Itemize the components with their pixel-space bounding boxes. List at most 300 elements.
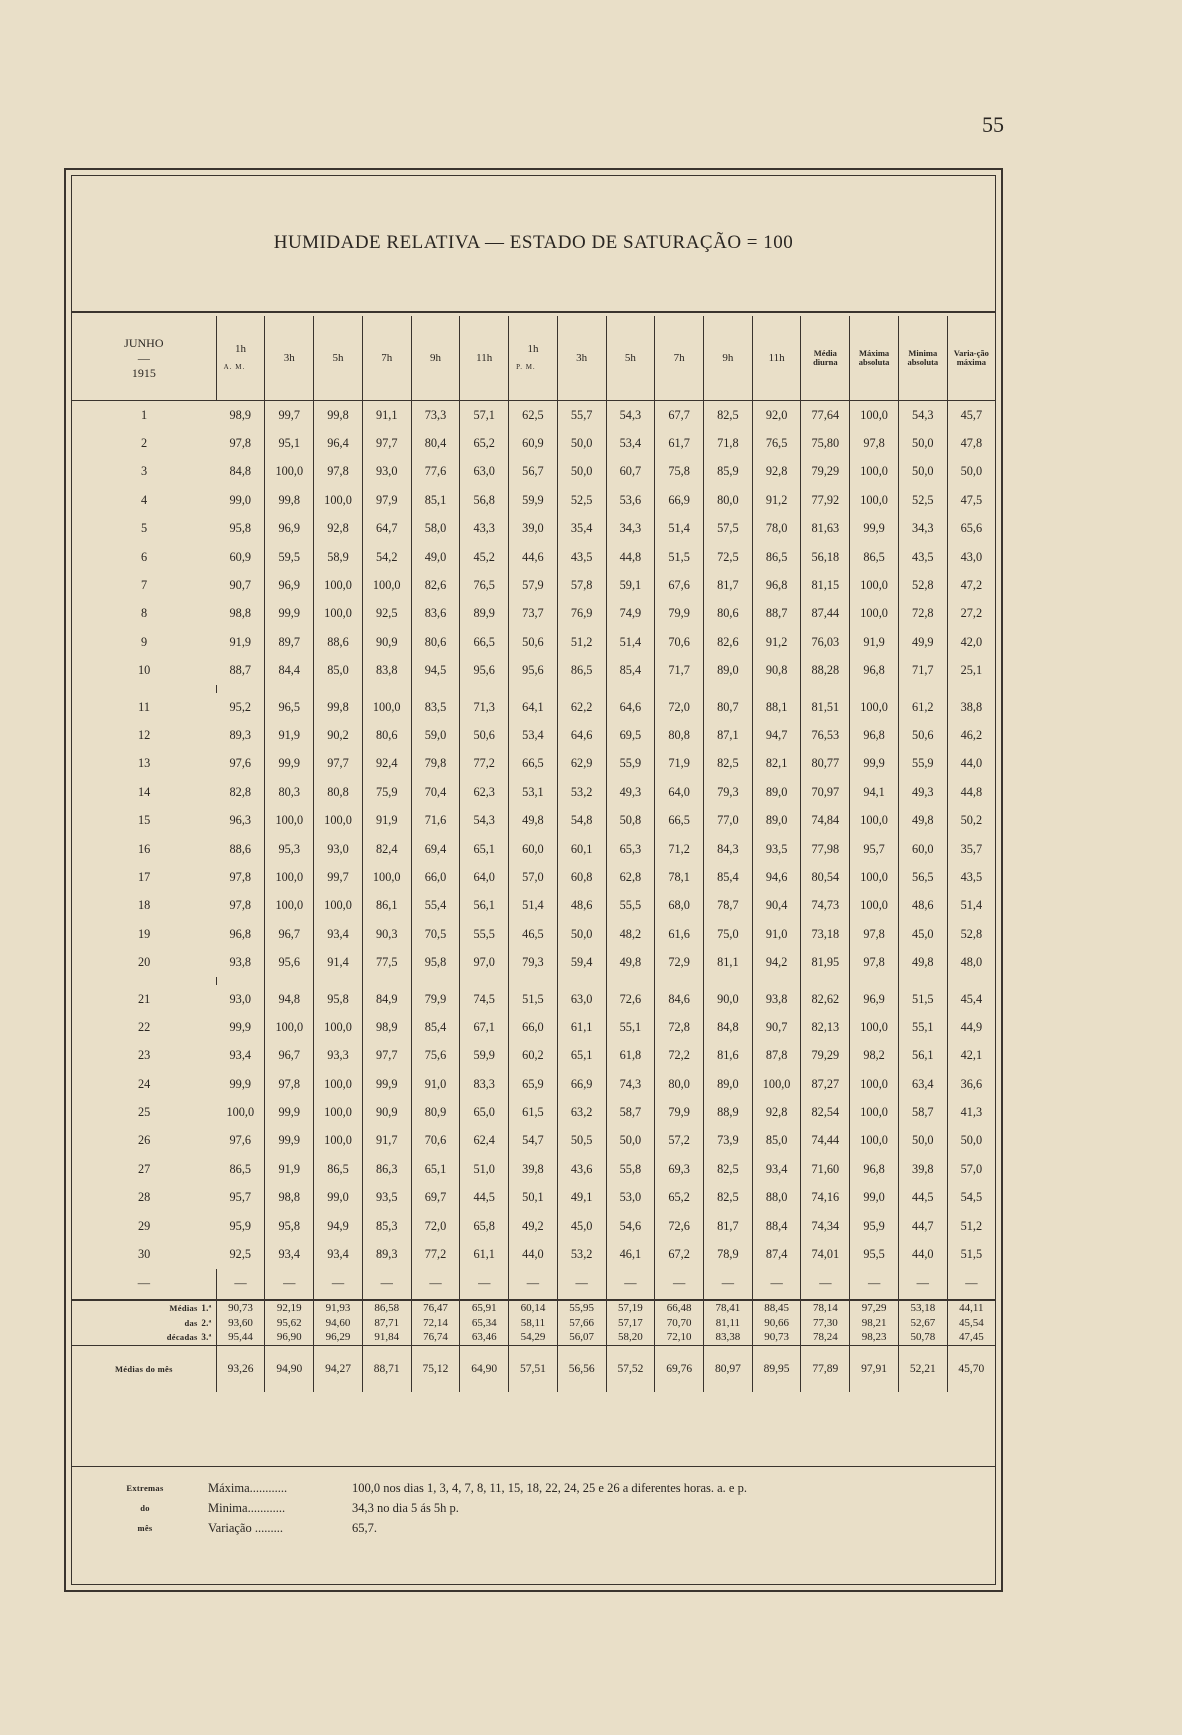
value-cell: 100,0 (850, 486, 899, 514)
value-cell: 76,5 (460, 571, 509, 599)
value-cell: 85,9 (704, 458, 753, 486)
value-cell: 100,0 (752, 1070, 801, 1098)
value-cell: 58,9 (314, 543, 363, 571)
value-cell: 100,0 (314, 1098, 363, 1126)
value-cell: 81,6 (704, 1042, 753, 1070)
value-cell: 63,2 (557, 1098, 606, 1126)
value-cell: 97,7 (362, 429, 411, 457)
value-cell: 65,1 (460, 835, 509, 863)
value-cell: 82,6 (411, 571, 460, 599)
value-cell: 100,0 (850, 458, 899, 486)
value-cell: 100,0 (850, 1070, 899, 1098)
value-cell: 65,9 (509, 1070, 558, 1098)
value-cell: 55,9 (898, 750, 947, 778)
value-cell: 77,98 (801, 835, 850, 863)
value-cell: 98,8 (216, 600, 265, 628)
value-cell: 86,5 (850, 543, 899, 571)
table-row (72, 1127, 995, 1155)
value-cell: 98,8 (265, 1184, 314, 1212)
value-cell: 50,0 (557, 458, 606, 486)
gap-cell (801, 685, 850, 693)
value-cell: 25,1 (960, 663, 983, 678)
month-mean-cell: 64,90 (460, 1345, 509, 1392)
dash-cell: — (72, 1269, 216, 1300)
value-cell: 96,8 (216, 920, 265, 948)
gap-cell (72, 685, 216, 693)
value-cell: 96,9 (850, 985, 899, 1013)
extreme-var-label: Variação ......... (208, 1521, 283, 1535)
value-cell: 62,3 (460, 778, 509, 806)
value-cell: 92,0 (752, 401, 801, 430)
hour-header: 9h (411, 316, 460, 401)
value-cell: 57,1 (460, 401, 509, 430)
value-cell: 95,6 (509, 657, 558, 685)
value-cell: 85,4 (606, 657, 655, 685)
gap-cell (947, 685, 995, 693)
dash-cell: — (898, 1269, 947, 1300)
decade-value-cell: 65,91 (460, 1300, 509, 1316)
decade-value-cell: 78,41 (704, 1300, 753, 1316)
decade-value-cell: 83,38 (704, 1330, 753, 1345)
dash-row (72, 1269, 995, 1300)
value-cell: 51,4 (509, 892, 558, 920)
value-cell: 55,5 (606, 892, 655, 920)
value-cell: 97,8 (850, 920, 899, 948)
value-cell: 91,2 (752, 628, 801, 656)
value-cell: 85,0 (314, 657, 363, 685)
table-row (72, 1013, 995, 1041)
value-cell: 79,3 (509, 948, 558, 976)
value-cell: 62,9 (557, 750, 606, 778)
extremes-label: Extremas (126, 1483, 164, 1493)
value-cell: 93,0 (362, 458, 411, 486)
decade-value-cell: 91,84 (362, 1330, 411, 1345)
dash-cell: — (655, 1269, 704, 1300)
value-cell: 99,7 (314, 863, 363, 891)
day-cell: 3 (141, 464, 148, 479)
value-cell: 82,5 (704, 401, 753, 430)
value-cell: 90,2 (314, 721, 363, 749)
value-cell: 85,3 (362, 1212, 411, 1240)
value-cell: 95,9 (216, 1212, 265, 1240)
table-row (72, 515, 995, 543)
value-cell: 86,3 (362, 1155, 411, 1183)
value-cell: 65,3 (606, 835, 655, 863)
value-cell: 49,9 (898, 628, 947, 656)
value-cell: 72,0 (655, 693, 704, 721)
value-cell: 53,2 (557, 1240, 606, 1268)
dash-cell: — (314, 1269, 363, 1300)
value-cell: 34,3 (606, 515, 655, 543)
decade-number: 3.ª (201, 1332, 212, 1343)
value-cell: 96,8 (850, 1155, 899, 1183)
month-mean-cell: 75,12 (411, 1345, 460, 1392)
value-cell: 49,8 (606, 948, 655, 976)
value-cell: 66,0 (509, 1013, 558, 1041)
value-cell: 55,4 (411, 892, 460, 920)
value-cell: 94,2 (752, 948, 801, 976)
value-cell: 81,1 (704, 948, 753, 976)
value-cell: 94,9 (314, 1212, 363, 1240)
value-cell: 97,8 (314, 458, 363, 486)
value-cell: 51,0 (460, 1155, 509, 1183)
value-cell: 59,9 (460, 1042, 509, 1070)
value-cell: 50,0 (898, 429, 947, 457)
gap-cell (411, 977, 460, 985)
value-cell: 54,6 (606, 1212, 655, 1240)
extreme-max-label: Máxima............ (208, 1481, 288, 1495)
dash-cell: — (216, 1269, 265, 1300)
value-cell: 96,8 (850, 721, 899, 749)
value-cell: 49,0 (411, 543, 460, 571)
value-cell: 57,0 (960, 1161, 983, 1176)
pm-label: P. M. (516, 363, 536, 371)
gap-cell (606, 977, 655, 985)
value-cell: 89,0 (752, 806, 801, 834)
dash-cell: — (411, 1269, 460, 1300)
value-cell: 66,9 (557, 1070, 606, 1098)
dash-cell: — (460, 1269, 509, 1300)
header-row (72, 316, 995, 401)
value-cell: 95,2 (216, 693, 265, 721)
table-row (72, 657, 995, 685)
day-cell: 18 (137, 898, 151, 913)
value-cell: 95,7 (850, 835, 899, 863)
value-cell: 78,1 (655, 863, 704, 891)
value-cell: 27,2 (960, 606, 983, 621)
value-cell: 50,1 (509, 1184, 558, 1212)
table-frame-inner (71, 175, 996, 1585)
value-cell: 54,8 (557, 806, 606, 834)
value-cell: 67,6 (655, 571, 704, 599)
decade-label: décadas (166, 1332, 198, 1343)
value-cell: 64,0 (460, 863, 509, 891)
value-cell: 95,8 (216, 515, 265, 543)
day-cell: 8 (141, 606, 148, 621)
value-cell: 91,9 (362, 806, 411, 834)
decade-value-cell: 47,45 (958, 1331, 984, 1344)
day-cell: 29 (137, 1218, 151, 1233)
value-cell: 93,5 (752, 835, 801, 863)
value-cell: 46,1 (606, 1240, 655, 1268)
value-cell: 84,6 (655, 985, 704, 1013)
value-cell: 41,3 (960, 1105, 983, 1120)
gap-cell (265, 977, 314, 985)
value-cell: 58,7 (606, 1098, 655, 1126)
value-cell: 86,5 (752, 543, 801, 571)
value-cell: 95,8 (314, 985, 363, 1013)
day-cell: 9 (141, 634, 148, 649)
value-cell: 77,64 (801, 401, 850, 430)
gap-cell (898, 977, 947, 985)
gap-cell (850, 685, 899, 693)
hour-header: 7h (655, 316, 704, 401)
value-cell: 72,2 (655, 1042, 704, 1070)
value-cell: 91,7 (362, 1127, 411, 1155)
value-cell: 100,0 (265, 892, 314, 920)
decade-value-cell: 72,14 (411, 1315, 460, 1330)
value-cell: 60,0 (509, 835, 558, 863)
title-divider (72, 311, 995, 313)
decade-value-cell: 50,78 (898, 1330, 947, 1345)
day-cell: 4 (141, 492, 148, 507)
value-cell: 76,53 (801, 721, 850, 749)
value-cell: 60,1 (557, 835, 606, 863)
value-cell: 69,4 (411, 835, 460, 863)
month-mean-cell: 57,51 (509, 1345, 558, 1392)
extremes-label: do (140, 1503, 150, 1513)
value-cell: 82,5 (704, 750, 753, 778)
value-cell: 71,8 (704, 429, 753, 457)
value-cell: 80,0 (704, 486, 753, 514)
value-cell: 99,9 (216, 1070, 265, 1098)
value-cell: 60,9 (509, 429, 558, 457)
month-dash: — (137, 350, 150, 365)
value-cell: 91,9 (850, 628, 899, 656)
value-cell: 81,51 (801, 693, 850, 721)
value-cell: 43,5 (898, 543, 947, 571)
value-cell: 81,15 (801, 571, 850, 599)
value-cell: 49,1 (557, 1184, 606, 1212)
value-cell: 74,84 (801, 806, 850, 834)
value-cell: 91,2 (752, 486, 801, 514)
value-cell: 71,6 (411, 806, 460, 834)
value-cell: 80,8 (655, 721, 704, 749)
gap-cell (655, 977, 704, 985)
value-cell: 70,4 (411, 778, 460, 806)
value-cell: 55,1 (606, 1013, 655, 1041)
value-cell: 49,3 (606, 778, 655, 806)
value-cell: 49,8 (898, 806, 947, 834)
value-cell: 78,7 (704, 892, 753, 920)
value-cell: 88,6 (314, 628, 363, 656)
value-cell: 75,8 (655, 458, 704, 486)
value-cell: 93,0 (216, 985, 265, 1013)
gap-cell (509, 977, 558, 985)
day-cell: 30 (137, 1247, 151, 1262)
value-cell: 88,7 (216, 657, 265, 685)
value-cell: 45,2 (460, 543, 509, 571)
value-cell: 70,6 (655, 628, 704, 656)
value-cell: 81,7 (704, 1212, 753, 1240)
value-cell: 69,7 (411, 1184, 460, 1212)
value-cell: 65,0 (460, 1098, 509, 1126)
value-cell: 77,2 (411, 1240, 460, 1268)
value-cell: 52,5 (557, 486, 606, 514)
value-cell: 80,6 (362, 721, 411, 749)
value-cell: 80,6 (704, 600, 753, 628)
value-cell: 65,8 (460, 1212, 509, 1240)
value-cell: 56,1 (898, 1042, 947, 1070)
value-cell: 77,5 (362, 948, 411, 976)
value-cell: 90,0 (704, 985, 753, 1013)
value-cell: 43,6 (557, 1155, 606, 1183)
value-cell: 66,9 (655, 486, 704, 514)
month-mean-cell: 93,26 (216, 1345, 265, 1392)
value-cell: 88,0 (752, 1184, 801, 1212)
value-cell: 61,7 (655, 429, 704, 457)
value-cell: 71,60 (801, 1155, 850, 1183)
value-cell: 99,0 (850, 1184, 899, 1212)
value-cell: 84,8 (216, 458, 265, 486)
value-cell: 50,0 (898, 1127, 947, 1155)
value-cell: 64,7 (362, 515, 411, 543)
value-cell: 92,5 (362, 600, 411, 628)
day-cell: 12 (137, 727, 151, 742)
value-cell: 89,0 (704, 1070, 753, 1098)
month-mean-cell: 88,71 (362, 1345, 411, 1392)
value-cell: 99,8 (314, 401, 363, 430)
value-cell: 79,29 (801, 458, 850, 486)
value-cell: 80,6 (411, 628, 460, 656)
value-cell: 52,5 (898, 486, 947, 514)
value-cell: 80,9 (411, 1098, 460, 1126)
value-cell: 90,7 (216, 571, 265, 599)
value-cell: 95,1 (265, 429, 314, 457)
value-cell: 99,8 (314, 693, 363, 721)
month-mean-cell: 94,90 (265, 1345, 314, 1392)
decade-value-cell: 57,19 (606, 1300, 655, 1316)
value-cell: 36,6 (960, 1076, 983, 1091)
value-cell: 91,1 (362, 401, 411, 430)
value-cell: 90,3 (362, 920, 411, 948)
value-cell: 78,9 (704, 1240, 753, 1268)
value-cell: 98,2 (850, 1042, 899, 1070)
value-cell: 88,28 (801, 657, 850, 685)
day-cell: 14 (137, 784, 151, 799)
gap-cell (362, 977, 411, 985)
value-cell: 51,4 (960, 898, 983, 913)
value-cell: 96,3 (216, 806, 265, 834)
decade-value-cell: 95,44 (216, 1330, 265, 1345)
value-cell: 45,7 (960, 407, 983, 422)
value-cell: 45,0 (557, 1212, 606, 1240)
value-cell: 56,8 (460, 486, 509, 514)
decade-gap (72, 977, 995, 985)
value-cell: 74,73 (801, 892, 850, 920)
value-cell: 51,2 (960, 1218, 983, 1233)
value-cell: 79,8 (411, 750, 460, 778)
value-cell: 45,0 (898, 920, 947, 948)
value-cell: 82,4 (362, 835, 411, 863)
value-cell: 72,9 (655, 948, 704, 976)
table-row (72, 628, 995, 656)
value-cell: 93,0 (314, 835, 363, 863)
value-cell: 79,9 (655, 600, 704, 628)
value-cell: 86,5 (216, 1155, 265, 1183)
value-cell: 56,5 (898, 863, 947, 891)
value-cell: 60,8 (557, 863, 606, 891)
gap-cell (704, 977, 753, 985)
decade-value-cell: 57,66 (557, 1315, 606, 1330)
gap-cell (752, 977, 801, 985)
table-row (72, 892, 995, 920)
day-cell: 27 (137, 1161, 151, 1176)
value-cell: 91,0 (752, 920, 801, 948)
value-cell: 60,0 (898, 835, 947, 863)
value-cell: 82,13 (801, 1013, 850, 1041)
month-mean-cell: 56,56 (557, 1345, 606, 1392)
decade-label: Médias (169, 1303, 198, 1314)
value-cell: 54,7 (509, 1127, 558, 1155)
value-cell: 55,7 (557, 401, 606, 430)
value-cell: 70,97 (801, 778, 850, 806)
hour-header: 3h (557, 316, 606, 401)
value-cell: 99,9 (265, 600, 314, 628)
value-cell: 76,9 (557, 600, 606, 628)
decade-label-cell (72, 1315, 216, 1330)
value-cell: 57,0 (509, 863, 558, 891)
table-row (72, 486, 995, 514)
value-cell: 90,4 (752, 892, 801, 920)
value-cell: 47,2 (960, 578, 983, 593)
dash-cell: — (850, 1269, 899, 1300)
value-cell: 67,7 (655, 401, 704, 430)
value-cell: 100,0 (850, 1127, 899, 1155)
value-cell: 53,1 (509, 778, 558, 806)
value-cell: 88,7 (752, 600, 801, 628)
value-cell: 43,5 (557, 543, 606, 571)
gap-cell (460, 685, 509, 693)
table-row (72, 835, 995, 863)
value-cell: 44,8 (606, 543, 655, 571)
value-cell: 93,4 (314, 920, 363, 948)
value-cell: 93,8 (752, 985, 801, 1013)
value-cell: 100,0 (850, 892, 899, 920)
value-cell: 71,3 (460, 693, 509, 721)
value-cell: 82,54 (801, 1098, 850, 1126)
value-cell: 99,9 (216, 1013, 265, 1041)
media-diurna-header: Média diurna (801, 316, 850, 401)
value-cell: 53,4 (509, 721, 558, 749)
value-cell: 75,0 (704, 920, 753, 948)
value-cell: 100,0 (314, 806, 363, 834)
value-cell: 51,4 (606, 628, 655, 656)
month-header (72, 316, 216, 401)
value-cell: 100,0 (362, 693, 411, 721)
value-cell: 70,6 (411, 1127, 460, 1155)
value-cell: 77,6 (411, 458, 460, 486)
decade-value-cell: 90,73 (752, 1330, 801, 1345)
value-cell: 39,8 (898, 1155, 947, 1183)
value-cell: 46,2 (960, 727, 983, 742)
value-cell: 97,7 (314, 750, 363, 778)
value-cell: 96,8 (752, 571, 801, 599)
value-cell: 85,0 (752, 1127, 801, 1155)
day-cell: 22 (137, 1019, 151, 1034)
value-cell: 96,7 (265, 1042, 314, 1070)
value-cell: 95,7 (216, 1184, 265, 1212)
value-cell: 99,9 (850, 515, 899, 543)
value-cell: 100,0 (265, 1013, 314, 1041)
value-cell: 62,4 (460, 1127, 509, 1155)
extreme-var-value: 65,7. (352, 1521, 377, 1535)
value-cell: 55,8 (606, 1155, 655, 1183)
value-cell: 86,5 (557, 657, 606, 685)
value-cell: 61,6 (655, 920, 704, 948)
table-row (72, 571, 995, 599)
value-cell: 71,7 (898, 657, 947, 685)
value-cell: 83,8 (362, 657, 411, 685)
value-cell: 97,8 (850, 948, 899, 976)
value-cell: 77,2 (460, 750, 509, 778)
table-row (72, 948, 995, 976)
value-cell: 97,8 (216, 892, 265, 920)
value-cell: 84,9 (362, 985, 411, 1013)
value-cell: 71,7 (655, 657, 704, 685)
value-cell: 100,0 (850, 401, 899, 430)
value-cell: 63,0 (557, 985, 606, 1013)
